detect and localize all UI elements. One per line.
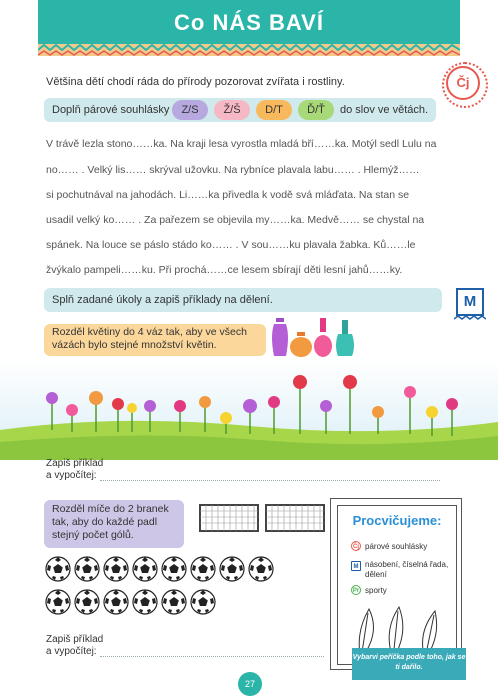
intro-text: Většina dětí chodí ráda do přírody pozorovat zvířata i rostliny. [46, 76, 345, 88]
exercise-line: no…… . Velký lis…… skrýval užovku. Na rybníce plavala labu…… . Hlemýž…… [46, 164, 420, 176]
subject-badge-m: M [456, 288, 484, 316]
page-number: 27 [238, 672, 262, 696]
answer-line-2[interactable] [100, 656, 324, 657]
write-label-1: Zapiš příklad a vypočítej: [46, 458, 104, 481]
soccer-balls [44, 554, 280, 620]
page-title: Co NÁS BAVÍ [174, 10, 324, 35]
practice-item-m: násobení, číselná řada, dělení [365, 560, 449, 579]
math-task-text: Splň zadané úkoly a zapiš příklady na dělení. [52, 294, 273, 306]
flower-meadow [0, 360, 498, 460]
answer-line-1[interactable] [100, 480, 440, 481]
goal-left [198, 503, 260, 533]
vases [270, 316, 356, 358]
pill-d-t: D/T [256, 100, 292, 120]
math-task [44, 288, 442, 312]
ball-task: Rozděl míče do 2 branek tak, aby do každé padl stejný počet gólů. [44, 500, 184, 548]
pr-small-icon: Pr [351, 585, 361, 595]
practice-item-cj: párové souhlásky [365, 542, 428, 551]
flower-task: Rozděl květiny do 4 váz tak, aby ve všech vázách bylo stejné množství květin. [44, 324, 266, 356]
pill-dj-tj: Ď/Ť [298, 100, 334, 120]
task-consonants [44, 98, 436, 122]
header [0, 0, 498, 62]
vase-orange [290, 332, 312, 357]
practice-title: Procvičujeme: [352, 513, 442, 528]
exercise-line: si pochutnával na jahodách. Li……ka přivedla k vodě svá mláďata. Na stan se [46, 189, 410, 201]
task-prefix: Doplň párové souhlásky [52, 104, 170, 116]
vase-teal [336, 320, 354, 356]
subject-badge-cj: Čj [446, 66, 480, 100]
practice-item-pr: sporty [365, 586, 387, 595]
exercise-line: V trávě lezla stono……ka. Na kraji lesa vyrostla mladá bří……ka. Motýl sedl Lulu na [46, 138, 437, 150]
exercise-line: žvýkalo pampeli……ku. Při prochá……ce lesem sbírají děti lesní jahů……ky. [46, 264, 403, 276]
vase-pink [314, 318, 332, 357]
pill-zh-sh: Ž/Š [214, 100, 250, 120]
exercise-line: spánek. Na louce se páslo stádo ko…… . V sou……ku plavala žabka. Ků……le [46, 239, 416, 251]
cj-small-icon: Čj [351, 541, 361, 551]
pill-z-s: Z/S [172, 100, 208, 120]
practice-panel [330, 498, 462, 670]
task-suffix: do slov ve větách. [340, 104, 429, 116]
wave-decoration [454, 316, 486, 322]
practice-footer: Vybarvi peříčka podle toho, jak se ti dařilo. [352, 648, 466, 680]
m-small-icon: M [351, 561, 361, 571]
goal-right [264, 503, 326, 533]
zigzag-border [38, 44, 460, 56]
exercise-line: usadil velký ko…… . Za pařezem se objevila my……ka. Medvě…… se chystal na [46, 214, 425, 226]
write-label-2: Zapiš příklad a vypočítej: [46, 634, 104, 657]
vase-purple [272, 318, 288, 356]
